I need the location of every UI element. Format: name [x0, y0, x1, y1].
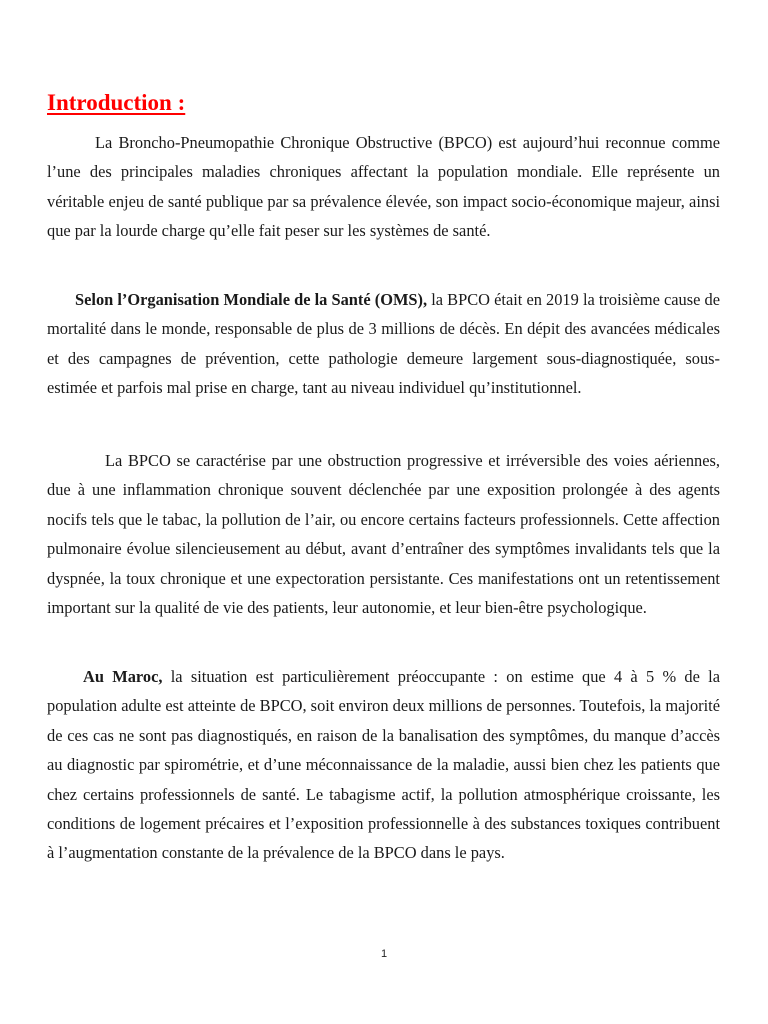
paragraph-text: La BPCO se caractérise par une obstruction progressive et irréversible des voies aériennes, due à une inflammation chronique souvent déclenchée par une exposition prolongée à des agents nocifs tels que le tabac, la pollution de l’air, ou encore certains facteurs professionnels. Cette affection pulmonaire évolue silencieusement au début, avant d’entraîner des symptômes invalidants tels que la dyspnée, la toux chronique et une expectoration persistante. Ces manifestations ont un retentissement important sur la qualité de vie des patients, leur autonomie, et leur bien-être psychologique.	[47, 451, 720, 618]
paragraph-oms	[47, 285, 720, 403]
section-heading: Introduction :	[47, 90, 186, 115]
page-number: 1	[380, 948, 388, 960]
paragraph-text: la situation est particulièrement préoccupante : on estime que 4 à 5 % de la population adulte est atteinte de BPCO, soit environ deux millions de personnes. Toutefois, la majorité de ces cas ne sont pas diagnostiqués, en raison de la banalisation des symptômes, du manque d’accès au diagnostic par spirométrie, et d’une méconnaissance de la maladie, aussi bien chez les patients que chez certains professionnels de santé. Le tabagisme actif, la pollution atmosphérique croissante, les conditions de logement précaires et l’exposition professionnelle à des substances toxiques contribuent à l’augmentation constante de la prévalence de la BPCO dans le pays.	[47, 667, 720, 863]
paragraph-lead-bold: Au Maroc,	[83, 667, 163, 686]
paragraph-intro	[47, 128, 720, 246]
paragraph-characteristics	[47, 446, 720, 622]
paragraph-morocco	[47, 662, 720, 868]
paragraph-lead-bold: Selon l’Organisation Mondiale de la Santé (OMS),	[75, 290, 428, 309]
paragraph-text: la BPCO était en 2019 la troisième cause de mortalité dans le monde, responsable de plus de 3 millions de décès. En dépit des avancées médicales et des campagnes de prévention, cette pathologie demeure largement sous-diagnostiquée, sous-estimée et parfois mal prise en charge, tant au niveau individuel qu’institutionnel.	[47, 290, 720, 398]
paragraph-text: La Broncho-Pneumopathie Chronique Obstructive (BPCO) est aujourd’hui reconnue comme l’une des principales maladies chroniques affectant la population mondiale. Elle représente un véritable enjeu de santé publique par sa prévalence élevée, son impact socio-économique majeur, ainsi que par la lourde charge qu’elle fait peser sur les systèmes de santé.	[47, 133, 720, 241]
